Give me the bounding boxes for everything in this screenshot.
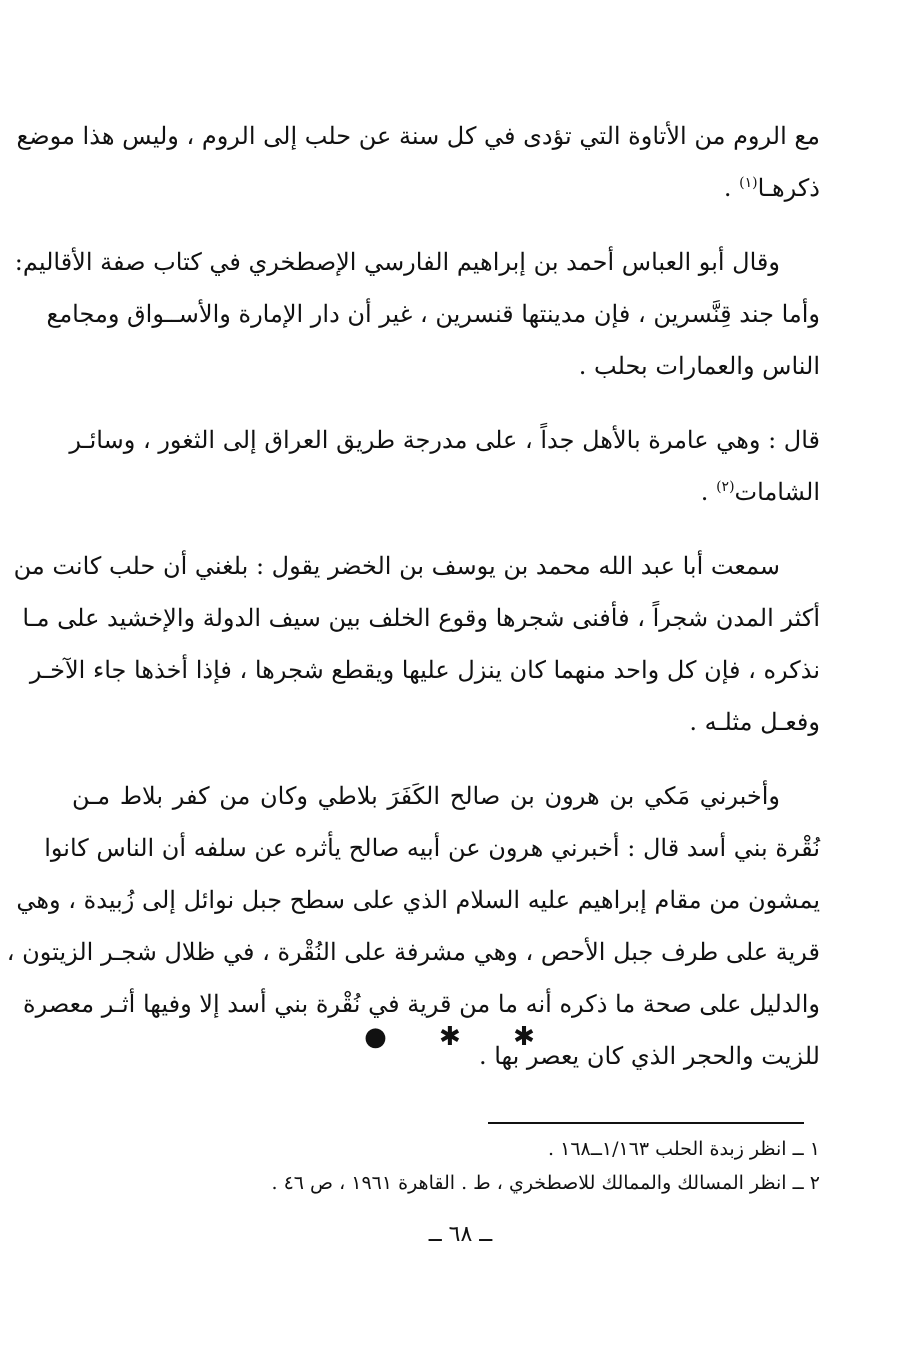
footnote-1: ١ ــ انظر زبدة الحلب ١/١٦٣ــ١٦٨ . <box>548 1138 820 1160</box>
footnotes <box>100 1132 820 1200</box>
footnote-mark: (٢) <box>716 479 735 495</box>
footnote-divider <box>488 1122 804 1124</box>
text-line: أكثر المدن شجراً ، فأفنى شجرها وقوع الخلف بين سيف الدولة والإخشيد على مـا <box>22 604 820 632</box>
paragraph-1 <box>16 110 820 214</box>
text-line: قال : وهي عامرة بالأهل جداً ، على مدرجة طريق العراق إلى الثغور ، وسائـر <box>69 426 820 454</box>
text-fragment: ذكرهـا <box>757 174 820 202</box>
text-fragment: . <box>723 174 740 202</box>
footnote-mark: (١) <box>739 175 758 191</box>
text-line: نذكره ، فإن كل واحد منهما كان ينزل عليها ويقطع شجرها ، فإذا أخذها جاء الآخـر <box>29 656 820 684</box>
footnote-2: ٢ ــ انظر المسالك والممالك للاصطخري ، ط . القاهرة ١٩٦١ ، ص ٤٦ . <box>271 1172 820 1194</box>
text-line: سمعت أبا عبد الله محمد بن يوسف بن الخضر يقول : بلغني أن حلب كانت من <box>13 552 780 580</box>
text-line: وأما جند قِنَّسرين ، فإن مدينتها قنسرين ، غير أن دار الإمارة والأســواق ومجامع <box>46 300 820 328</box>
text-line <box>72 162 820 214</box>
paragraph-4 <box>13 540 820 748</box>
section-separator: ● ✱ ✱ <box>364 1022 557 1052</box>
text-line: للزيت والحجر الذي كان يعصر بها . <box>478 1042 820 1070</box>
page-body <box>6 110 820 1104</box>
text-line: قرية على طرف جبل الأحص ، وهي مشرفة على النُقْرة ، في ظلال شجـر الزيتون ، <box>6 938 820 966</box>
paragraph-2 <box>14 236 820 392</box>
text-line <box>72 466 820 518</box>
paragraph-3 <box>69 414 820 518</box>
page-number: ــ ٦٨ ــ <box>428 1222 493 1247</box>
text-fragment: الشامات <box>734 478 820 506</box>
text-line: نُقْرة بني أسد قال : أخبرني هرون عن أبيه صالح يأثره عن سلفه أن الناس كانوا <box>44 834 820 862</box>
text-line: مع الروم من الأتاوة التي تؤدى في كل سنة عن حلب إلى الروم ، وليس هذا موضع <box>16 122 820 150</box>
text-line: والدليل على صحة ما ذكره أنه ما من قرية في نُقْرة بني أسد إلا وفيها أثـر معصرة <box>23 990 820 1018</box>
text-line: وقال أبو العباس أحمد بن إبراهيم الفارسي الإصطخري في كتاب صفة الأقاليم: <box>14 248 780 276</box>
text-line: وفعـل مثلـه . <box>689 708 820 736</box>
text-fragment: . <box>700 478 717 506</box>
text-line: الناس والعمارات بحلب . <box>578 352 820 380</box>
text-line: وأخبرني مَكي بن هرون بن صالح الكَفَرَ بلاطي وكان من كفر بلاط مـن <box>72 782 780 810</box>
text-line: يمشون من مقام إبراهيم عليه السلام الذي على سطح جبل نوائل إلى زُبيدة ، وهي <box>16 886 820 914</box>
